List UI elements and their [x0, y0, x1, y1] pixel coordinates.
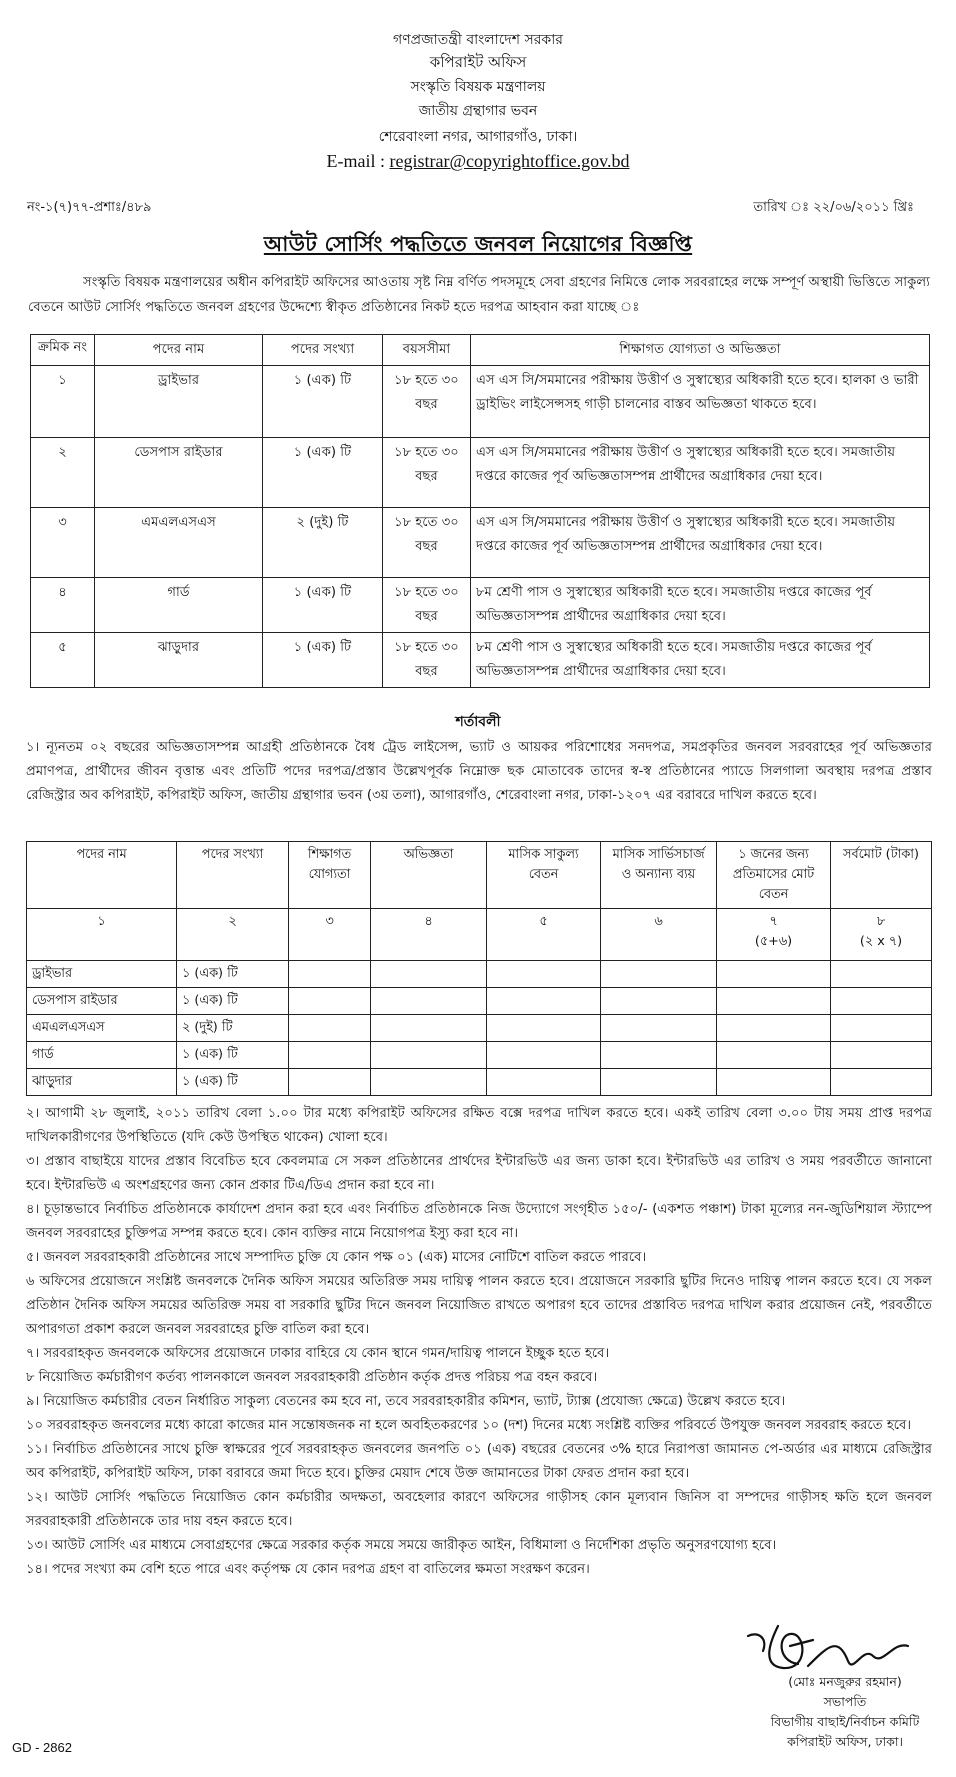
header-email — [0, 151, 956, 171]
blank-cell — [289, 1015, 371, 1042]
email-label: E-mail : — [326, 151, 390, 171]
bid-post-count: ১ (এক) টি — [177, 961, 289, 988]
blank-cell — [487, 988, 601, 1015]
blank-cell — [371, 1015, 487, 1042]
bid-post-name: ডেসপাস রাইডার — [27, 988, 177, 1015]
signatory-role: সভাপতি — [823, 1694, 867, 1709]
serial-cell: ৪ — [31, 578, 95, 633]
memo-date: তারিখ ঃ ২২/০৬/২০১১ খ্রিঃ — [753, 200, 914, 215]
table-row — [27, 1069, 932, 1096]
header-address: শেরেবাংলা নগর, আগারগাঁও, ঢাকা। — [378, 129, 578, 145]
blank-cell — [289, 1069, 371, 1096]
bid-table-number-row — [27, 909, 932, 961]
blank-cell — [831, 1042, 932, 1069]
column-number: ৪ — [371, 909, 487, 961]
header-cell: পদের নাম — [27, 842, 177, 909]
posts-table — [30, 334, 930, 688]
age-limit-cell: ১৮ হতে ৩০ বছর — [383, 508, 471, 578]
bid-post-name: গার্ড — [27, 1042, 177, 1069]
column-number: ২ — [177, 909, 289, 961]
qualification-cell: এস এস সি/সমমানের পরীক্ষায় উত্তীর্ণ ও সুস্বাস্থ্যের অধিকারী হতে হবে। সমজাতীয় দপ্তরে কাজের পূর্ব অভিজ্ঞতাসম্পন্ন প্রার্থীদের অগ্রাধিকার দেয়া হবে। — [471, 508, 930, 578]
signature-block — [745, 1672, 945, 1752]
blank-cell — [371, 1069, 487, 1096]
column-formula: (২ x ৭) — [859, 934, 903, 949]
gd-code: GD - 2862 — [12, 1740, 72, 1755]
memo-number: নং-১(৭)৭৭-প্রশাঃ/৪৮৯ — [27, 200, 152, 215]
header-cell: শিক্ষাগত যোগ্যতা — [289, 842, 371, 909]
post-name-cell: ডেসপাস রাইডার — [95, 438, 263, 508]
blank-cell — [487, 961, 601, 988]
header-cell: অভিজ্ঞতা — [371, 842, 487, 909]
header-ministry: সংস্কৃতি বিষয়ক মন্ত্রণালয় — [410, 79, 546, 95]
table-row — [27, 1015, 932, 1042]
condition-1: ১। ন্যূনতম ০২ বছরের অভিজ্ঞতাসম্পন্ন আগ্রহী প্রতিষ্ঠানকে বৈধ ট্রেড লাইসেন্স, ভ্যাট ও আয়কর পরিশোধের সনদপত্র, সমপ্রকৃতির জনবল সরবরাহের পূর্ব অভিজ্ঞতার প্রমাণপত্র, প্রার্থীদের জীবন বৃত্তান্ত এবং প্রতিটি পদের দরপত্র/প্রস্তাব উল্লেখপূর্বক নিম্নোক্ত ছক মোতাবেক তাদের স্ব-স্ব প্রতিষ্ঠানের প্যাডে সিলগালা অবস্থায় দরপত্র প্রস্তাব রেজিস্ট্রার অব কপিরাইট, কপিরাইট অফিস, জাতীয় গ্রন্থাগার ভবন (৩য় তলা), আগারগাঁও, শেরেবাংলা নগর, ঢাকা-১২০৭ এর বরাবরে দাখিল করতে হবে। — [26, 740, 932, 803]
blank-cell — [717, 988, 831, 1015]
column-number-text: ৭ — [769, 914, 778, 929]
blank-cell — [831, 961, 932, 988]
bid-post-count: ১ (এক) টি — [177, 1069, 289, 1096]
blank-cell — [601, 961, 717, 988]
conditions-title: শর্তাবলী — [455, 714, 501, 730]
post-name-cell: ড্রাইভার — [95, 366, 263, 438]
table-row — [27, 961, 932, 988]
column-number-text: ৮ — [876, 914, 886, 929]
blank-cell — [487, 1015, 601, 1042]
header-cell: ১ জনের জন্য প্রতিমাসের মোট বেতন — [717, 842, 831, 909]
qualification-cell: ৮ম শ্রেণী পাস ও সুস্বাস্থ্যের অধিকারী হতে হবে। সমজাতীয় দপ্তরে কাজের পূর্ব অভিজ্ঞতাসম্পন্ন প্রার্থীদের অগ্রাধিকার দেয়া হবে। — [471, 633, 930, 688]
table-row — [27, 1042, 932, 1069]
table-row — [31, 366, 930, 438]
table-row — [31, 633, 930, 688]
blank-cell — [289, 988, 371, 1015]
blank-cell — [717, 1015, 831, 1042]
blank-cell — [289, 961, 371, 988]
serial-cell: ২ — [31, 438, 95, 508]
post-count-cell: ২ (দুই) টি — [263, 508, 383, 578]
header-cell: পদের নাম — [95, 335, 263, 366]
table-row — [27, 988, 932, 1015]
signatory-committee: বিভাগীয় বাছাই/নির্বাচন কমিটি — [770, 1714, 920, 1729]
signatory-name: (মোঃ মনজুরুর রহমান) — [788, 1674, 902, 1689]
condition-item: ২। আগামী ২৮ জুলাই, ২০১১ তারিখ বেলা ১.০০ টার মধ্যে কপিরাইট অফিসের রক্ষিত বক্সে দরপত্র দাখিল করতে হবে। একই তারিখ বেলা ৩.০০ টায় সময় প্রাপ্ত দরপত্র দাখিলকারীগণের উপস্থিতিতে (যদি কেউ উপস্থিত থাকেন) খোলা হবে। — [26, 1106, 932, 1145]
post-name-cell: গার্ড — [95, 578, 263, 633]
column-number — [717, 909, 831, 961]
serial-cell: ৫ — [31, 633, 95, 688]
blank-cell — [717, 961, 831, 988]
blank-cell — [487, 1069, 601, 1096]
qualification-cell: এস এস সি/সমমানের পরীক্ষায় উত্তীর্ণ ও সুস্বাস্থ্যের অধিকারী হতে হবে। সমজাতীয় দপ্তরে কাজের পূর্ব অভিজ্ঞতাসম্পন্ন প্রার্থীদের অগ্রাধিকার দেয়া হবে। — [471, 438, 930, 508]
post-count-cell: ১ (এক) টি — [263, 438, 383, 508]
bid-post-count: ২ (দুই) টি — [177, 1015, 289, 1042]
qualification-cell: ৮ম শ্রেণী পাস ও সুস্বাস্থ্যের অধিকারী হতে হবে। সমজাতীয় দপ্তরে কাজের পূর্ব অভিজ্ঞতাসম্পন্ন প্রার্থীদের অগ্রাধিকার দেয়া হবে। — [471, 578, 930, 633]
bid-table-header — [27, 842, 932, 909]
signatory-office: কপিরাইট অফিস, ঢাকা। — [787, 1734, 903, 1749]
blank-cell — [371, 1042, 487, 1069]
condition-item: ১১। নির্বাচিত প্রতিষ্ঠানের সাথে চুক্তি স্বাক্ষরের পূর্বে সরবরাহকৃত জনবলের জনপতি ০১ (এক) বছরের বেতনের ৩% হারে নিরাপত্তা জামানত পে-অর্ডার এর মাধ্যমে রেজিস্ট্রার অব কপিরাইট, কপিরাইট অফিস, ঢাকা বরাবরে জমা দিতে হবে। চুক্তির মেয়াদ শেষে উক্ত জামানতের টাকা ফেরত প্রদান করা হবে। — [26, 1442, 932, 1481]
posts-table-header — [31, 335, 930, 366]
intro-paragraph: সংস্কৃতি বিষয়ক মন্ত্রণালয়ের অধীন কপিরাইট অফিসের আওতায় সৃষ্ট নিম্ন বর্ণিত পদসমূহে সেবা গ্রহণের নিমিত্তে লোক সরবরাহের লক্ষে সম্পূর্ণ অস্থায়ী ভিত্তিতে সাকুল্য বেতনে আউট সোর্সিং পদ্ধতিতে জনবল গ্রহণের উদ্দেশ্যে স্বীকৃত প্রতিষ্ঠানের নিকট হতে দরপত্র আহবান করা যাচ্ছে ঃ — [28, 275, 930, 315]
blank-cell — [371, 961, 487, 988]
condition-item: ৮ নিয়োজিত কর্মচারীগণ কর্তব্য পালনকালে জনবল সরবরাহকারী প্রতিষ্ঠান কর্তৃক প্রদত্ত পরিচয় পত্র বহন করবে। — [26, 1370, 598, 1385]
condition-item: ৭। সরবরাহকৃত জনবলকে অফিসের প্রয়োজনে ঢাকার বাহিরে যে কোন স্থানে গমন/দায়িত্ব পালনে ইচ্ছুক হতে হবে। — [26, 1346, 610, 1361]
bid-post-name: ড্রাইভার — [27, 961, 177, 988]
condition-item: ৯। নিয়োজিত কর্মচারীর বেতন নির্ধারিত সাকুল্য বেতনের কম হবে না, তবে সরবরাহকারীর কমিশন, ভ্যাট, ট্যাক্স (প্রযোজ্য ক্ষেত্রে) উল্লেখ করতে হবে। — [26, 1394, 786, 1409]
post-name-cell: এমএলএসএস — [95, 508, 263, 578]
serial-cell: ৩ — [31, 508, 95, 578]
table-row — [31, 438, 930, 508]
blank-cell — [601, 988, 717, 1015]
column-number — [831, 909, 932, 961]
header-cell: পদের সংখ্যা — [263, 335, 383, 366]
column-number: ১ — [27, 909, 177, 961]
age-limit-cell: ১৮ হতে ৩০ বছর — [383, 438, 471, 508]
blank-cell — [831, 1015, 932, 1042]
qualification-cell: এস এস সি/সমমানের পরীক্ষায় উত্তীর্ণ ও সুস্বাস্থ্যের অধিকারী হতে হবে। হালকা ও ভারী ড্রাইভিং লাইসেন্সসহ গাড়ী চালনোর বাস্তব অভিজ্ঞতা থাকতে হবে। — [471, 366, 930, 438]
blank-cell — [717, 1069, 831, 1096]
condition-item: ১০ সরবরাহকৃত জনবলের মধ্যে কারো কাজের মান সন্তোষজনক না হলে অবহিতকরণের ১০ (দশ) দিনের মধ্যে সংশ্লিষ্ট ব্যক্তির পরিবর্তে উপযুক্ত জনবল সরবরাহ করতে হবে। — [26, 1418, 912, 1433]
condition-item: ৫। জনবল সরবরাহকারী প্রতিষ্ঠানের সাথে সম্পাদিত চুক্তি যে কোন পক্ষ ০১ (এক) মাসের নোটিশে বাতিল করতে পারবে। — [26, 1250, 647, 1265]
blank-cell — [601, 1042, 717, 1069]
header-government: গণপ্রজাতন্ত্রী বাংলাদেশ সরকার — [393, 32, 563, 48]
header-cell: মাসিক সাকুল্য বেতন — [487, 842, 601, 909]
header-cell: শিক্ষাগত যোগ্যতা ও অভিজ্ঞতা — [471, 335, 930, 366]
blank-cell — [487, 1042, 601, 1069]
post-count-cell: ১ (এক) টি — [263, 366, 383, 438]
serial-cell: ১ — [31, 366, 95, 438]
condition-item: ১২। আউট সোর্সিং পদ্ধতিতে নিয়োজিত কোন কর্মচারীর অদক্ষতা, অবহেলার কারণে অফিসের গাড়ীসহ কোন মূল্যবান জিনিস বা সম্পদের গাড়ীসহ ক্ষতি হলে জনবল সরবরাহকারী প্রতিষ্ঠানকে তার দায় বহন করতে হবে। — [26, 1490, 932, 1529]
notice-title: আউট সোর্সিং পদ্ধতিতে জনবল নিয়োগের বিজ্ঞপ্তি — [263, 232, 693, 256]
post-name-cell: ঝাড়ুদার — [95, 633, 263, 688]
conditions-list — [26, 1102, 932, 1582]
header-cell: সর্বমোট (টাকা) — [831, 842, 932, 909]
column-number: ৫ — [487, 909, 601, 961]
age-limit-cell: ১৮ হতে ৩০ বছর — [383, 578, 471, 633]
age-limit-cell: ১৮ হতে ৩০ বছর — [383, 633, 471, 688]
blank-cell — [831, 1069, 932, 1096]
condition-item: ১৩। আউট সোর্সিং এর মাধ্যমে সেবাগ্রহণের ক্ষেত্রে সরকার কর্তৃক সময়ে সময়ে জারীকৃত আইন, বিধিমালা ও নির্দেশিকা প্রভৃতি অনুসরণযোগ্য হবে। — [26, 1538, 777, 1553]
bid-format-table — [26, 841, 932, 1096]
header-cell: ক্রমিক নং — [31, 335, 95, 366]
table-row — [31, 578, 930, 633]
column-number: ৬ — [601, 909, 717, 961]
header-cell: বয়সসীমা — [383, 335, 471, 366]
blank-cell — [717, 1042, 831, 1069]
condition-item: ৪। চূড়ান্তভাবে নির্বাচিত প্রতিষ্ঠানকে কার্যাদেশ প্রদান করা হবে এবং নির্বাচিত প্রতিষ্ঠানকে নিজ উদ্যোগে সংগৃহীত ১৫০/- (একশত পঞ্চাশ) টাকা মূল্যের নন-জুডিশিয়াল স্ট্যাম্পে জনবল সরবরাহের চুক্তিপত্র সম্পন্ন করতে হবে। কোন ব্যক্তির নামে নিয়োগপত্র ইস্যু করা হবে না। — [26, 1202, 932, 1241]
column-formula: (৫+৬) — [754, 934, 793, 949]
bid-post-name: ঝাড়ুদার — [27, 1069, 177, 1096]
blank-cell — [601, 1069, 717, 1096]
bid-post-name: এমএলএসএস — [27, 1015, 177, 1042]
blank-cell — [601, 1015, 717, 1042]
header-building: জাতীয় গ্রন্থাগার ভবন — [418, 103, 538, 119]
table-row — [31, 508, 930, 578]
post-count-cell: ১ (এক) টি — [263, 633, 383, 688]
age-limit-cell: ১৮ হতে ৩০ বছর — [383, 366, 471, 438]
blank-cell — [289, 1042, 371, 1069]
bid-post-count: ১ (এক) টি — [177, 1042, 289, 1069]
email-link[interactable]: registrar@copyrightoffice.gov.bd — [389, 151, 630, 171]
condition-item: ১৪। পদের সংখ্যা কম বেশি হতে পারে এবং কর্তৃপক্ষ যে কোন দরপত্র গ্রহণ বা বাতিলের ক্ষমতা সংরক্ষণ করেন। — [26, 1562, 590, 1577]
post-count-cell: ১ (এক) টি — [263, 578, 383, 633]
condition-item: ৩। প্রস্তাব বাছাইয়ে যাদের প্রস্তাব বিবেচিত হবে কেবলমাত্র সে সকল প্রতিষ্ঠানের প্রার্থদের ইন্টারভিউ এর জন্য ডাকা হবে। ইন্টারভিউ এর তারিখ ও সময় পরবর্তীতে জানানো হবে। ইন্টারভিউ এ অংশগ্রহণের জন্য কোন প্রকার টিএ/ডিএ প্রদান করা হবে না। — [26, 1154, 932, 1193]
blank-cell — [831, 988, 932, 1015]
header-cell: মাসিক সার্ভিসচার্জ ও অন্যান্য ব্যয় — [601, 842, 717, 909]
header-cell: পদের সংখ্যা — [177, 842, 289, 909]
condition-item: ৬ অফিসের প্রয়োজনে সংশ্লিষ্ট জনবলকে দৈনিক অফিস সময়ের অতিরিক্ত সময় দায়িত্ব পালন করতে হবে। প্রয়োজনে সরকারি ছুটির দিনেও দায়িত্ব পালন করতে হবে। যে সকল প্রতিষ্ঠান দৈনিক অফিস সময়ের অতিরিক্ত সময় বা সরকারি ছুটির দিনে জনবল নিয়োজিত রাখতে অপারগ হবে তাদের প্রস্তাবিত দরপত্র দাখিল করার প্রয়োজন নেই, পরবর্তীতে অপারগতা প্রকাশ করলে জনবল সরবরাহের চুক্তি বাতিল করা হবে। — [26, 1274, 932, 1337]
bid-post-count: ১ (এক) টি — [177, 988, 289, 1015]
header-office: কপিরাইট অফিস — [429, 53, 527, 71]
column-number: ৩ — [289, 909, 371, 961]
blank-cell — [371, 988, 487, 1015]
